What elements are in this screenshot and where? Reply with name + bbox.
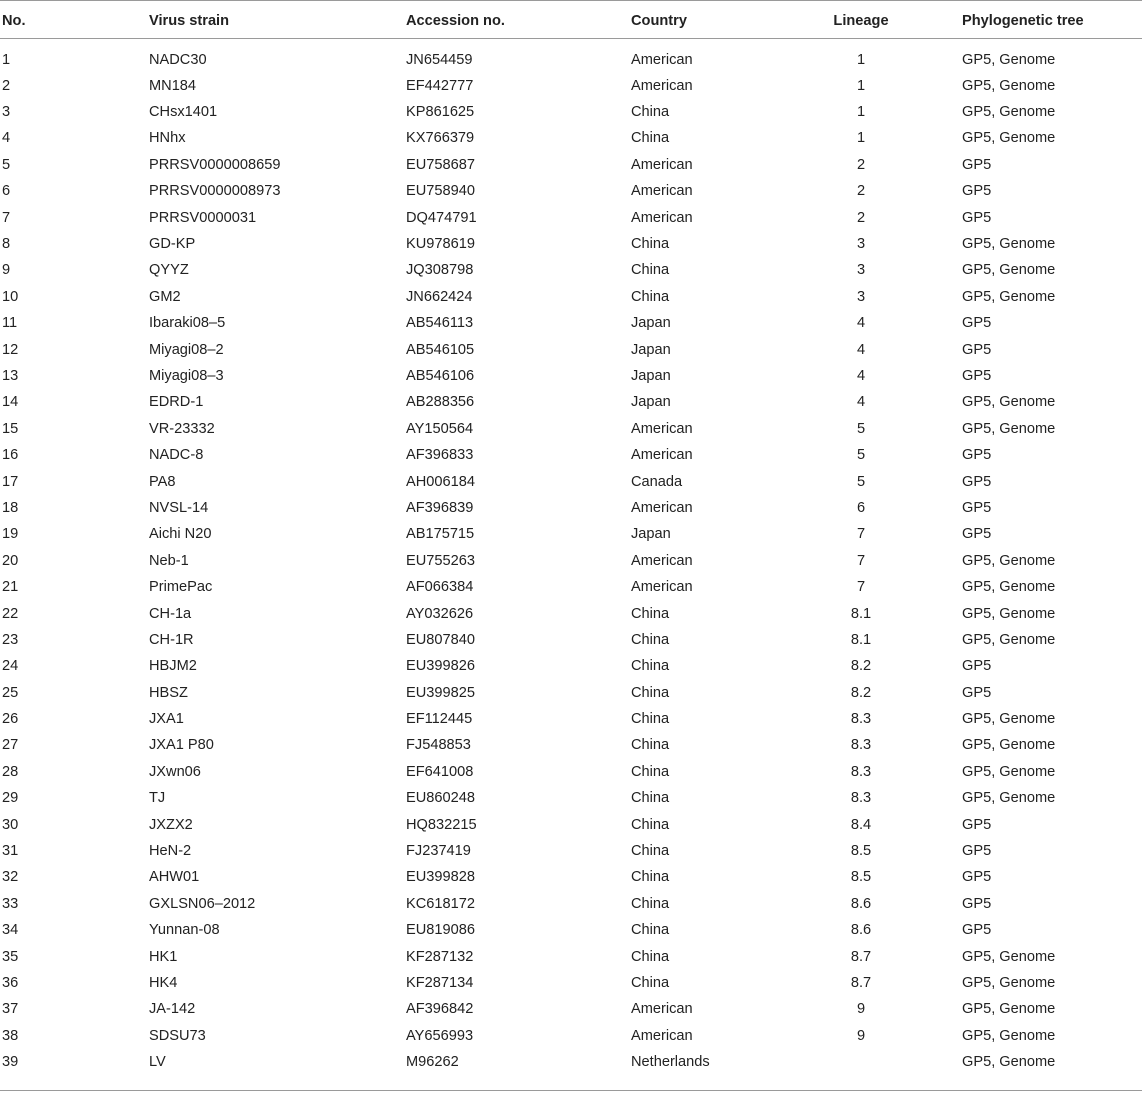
cell-no: 28 (2, 763, 19, 780)
cell-country: American (631, 1001, 693, 1018)
cell-lineage: 8.6 (850, 895, 872, 912)
cell-country: American (631, 447, 693, 464)
cell-country: Canada (631, 473, 683, 490)
cell-accession-no: EU399828 (406, 869, 475, 886)
cell-phylogenetic-tree: GP5 (962, 658, 992, 675)
cell-phylogenetic-tree: GP5, Genome (962, 51, 1056, 68)
cell-lineage: 8.6 (850, 922, 872, 939)
cell-country: China (631, 895, 670, 912)
cell-lineage: 1 (856, 130, 866, 147)
cell-accession-no: EU819086 (406, 922, 475, 939)
cell-phylogenetic-tree: GP5 (962, 895, 992, 912)
cell-no: 6 (2, 183, 11, 200)
cell-no: 24 (2, 658, 19, 675)
cell-accession-no: EF442777 (406, 77, 474, 94)
header-lineage: Lineage (833, 13, 889, 29)
table-row (0, 1049, 1142, 1075)
cell-accession-no: EU758687 (406, 156, 475, 173)
cell-lineage: 2 (856, 209, 866, 226)
cell-lineage (806, 1049, 916, 1075)
cell-phylogenetic-tree: GP5 (962, 209, 992, 226)
cell-virus-strain: AHW01 (149, 869, 200, 886)
table-row (0, 706, 1142, 732)
cell-accession-no: AF396842 (406, 1001, 474, 1018)
cell-phylogenetic-tree: GP5 (962, 473, 992, 490)
cell-country: China (631, 130, 670, 147)
table-row (0, 970, 1142, 996)
cell-phylogenetic-tree: GP5 (962, 367, 992, 384)
cell-no: 18 (2, 499, 19, 516)
cell-lineage: 3 (856, 236, 866, 253)
table-row (0, 943, 1142, 969)
table-row (0, 310, 1142, 336)
cell-country: American (631, 77, 693, 94)
cell-virus-strain: JXA1 (149, 711, 184, 728)
cell-virus-strain: PRRSV0000031 (149, 209, 257, 226)
cell-no: 33 (2, 895, 19, 912)
cell-lineage: 5 (856, 473, 866, 490)
cell-phylogenetic-tree: GP5 (962, 447, 992, 464)
cell-phylogenetic-tree: GP5 (962, 843, 992, 860)
cell-no: 26 (2, 711, 19, 728)
cell-virus-strain: JXZX2 (149, 816, 193, 833)
cell-phylogenetic-tree: GP5, Genome (962, 974, 1056, 991)
table-row (0, 389, 1142, 415)
cell-country: Japan (631, 394, 671, 411)
cell-lineage: 8.3 (850, 763, 872, 780)
header-accession-no: Accession no. (406, 13, 505, 29)
cell-country: Netherlands (631, 1054, 710, 1071)
cell-accession-no: EU399826 (406, 658, 475, 675)
cell-no: 2 (2, 77, 11, 94)
cell-virus-strain: CH-1R (149, 631, 194, 648)
cell-country: China (631, 816, 670, 833)
cell-virus-strain: GD-KP (149, 236, 196, 253)
cell-lineage: 8.3 (850, 711, 872, 728)
table-row (0, 99, 1142, 125)
cell-no: 9 (2, 262, 11, 279)
cell-lineage: 8.5 (850, 869, 872, 886)
cell-accession-no: KX766379 (406, 130, 475, 147)
cell-no: 32 (2, 869, 19, 886)
cell-virus-strain: VR-23332 (149, 420, 215, 437)
cell-virus-strain: PA8 (149, 473, 176, 490)
cell-accession-no: EF641008 (406, 763, 474, 780)
cell-lineage: 4 (856, 315, 866, 332)
cell-accession-no: JN654459 (406, 51, 473, 68)
table-row (0, 178, 1142, 204)
cell-country: China (631, 974, 670, 991)
cell-accession-no: AF396839 (406, 499, 474, 516)
cell-virus-strain: HK1 (149, 948, 178, 965)
cell-accession-no: AB175715 (406, 526, 475, 543)
cell-accession-no: EF112445 (406, 711, 473, 728)
cell-virus-strain: EDRD-1 (149, 394, 204, 411)
cell-phylogenetic-tree: GP5 (962, 816, 992, 833)
cell-country: China (631, 605, 670, 622)
table-row (0, 521, 1142, 547)
cell-accession-no: HQ832215 (406, 816, 477, 833)
cell-lineage: 8.7 (850, 948, 872, 965)
table-row (0, 917, 1142, 943)
table-row (0, 125, 1142, 151)
cell-country: China (631, 790, 670, 807)
table-row (0, 679, 1142, 705)
cell-virus-strain: PRRSV0000008659 (149, 156, 281, 173)
cell-phylogenetic-tree: GP5 (962, 156, 992, 173)
cell-no: 14 (2, 394, 19, 411)
cell-accession-no: EU807840 (406, 631, 475, 648)
cell-phylogenetic-tree: GP5, Genome (962, 790, 1056, 807)
cell-phylogenetic-tree: GP5, Genome (962, 262, 1056, 279)
cell-accession-no: KU978619 (406, 236, 475, 253)
table-row (0, 468, 1142, 494)
cell-phylogenetic-tree: GP5, Genome (962, 288, 1056, 305)
cell-no: 35 (2, 948, 19, 965)
table-row (0, 627, 1142, 653)
cell-accession-no: EU755263 (406, 552, 475, 569)
cell-phylogenetic-tree: GP5 (962, 183, 992, 200)
header-no: No. (2, 13, 26, 29)
cell-phylogenetic-tree: GP5, Genome (962, 77, 1056, 94)
cell-phylogenetic-tree: GP5, Genome (962, 420, 1056, 437)
cell-accession-no: FJ548853 (406, 737, 471, 754)
cell-accession-no: JN662424 (406, 288, 473, 305)
cell-country: Japan (631, 526, 671, 543)
cell-virus-strain: GM2 (149, 288, 181, 305)
cell-no: 27 (2, 737, 19, 754)
table-bottom-rule (0, 1090, 1142, 1091)
cell-no: 20 (2, 552, 19, 569)
table-row (0, 152, 1142, 178)
cell-phylogenetic-tree: GP5, Genome (962, 552, 1056, 569)
cell-accession-no: AY150564 (406, 420, 474, 437)
cell-country: American (631, 499, 693, 516)
cell-phylogenetic-tree: GP5, Genome (962, 631, 1056, 648)
cell-virus-strain: PRRSV0000008973 (149, 183, 281, 200)
table-row (0, 548, 1142, 574)
table-row (0, 1023, 1142, 1049)
cell-virus-strain: NADC-8 (149, 447, 204, 464)
cell-virus-strain: HK4 (149, 974, 178, 991)
cell-lineage: 8.1 (850, 631, 872, 648)
cell-country: China (631, 262, 670, 279)
cell-lineage: 8.3 (850, 790, 872, 807)
header-virus-strain: Virus strain (149, 13, 230, 29)
cell-no: 19 (2, 526, 19, 543)
cell-phylogenetic-tree: GP5, Genome (962, 1001, 1056, 1018)
cell-accession-no: AY656993 (406, 1027, 474, 1044)
cell-virus-strain: HeN-2 (149, 843, 192, 860)
cell-lineage: 8.2 (850, 684, 872, 701)
table-row (0, 891, 1142, 917)
cell-country: China (631, 631, 670, 648)
table-row (0, 838, 1142, 864)
cell-lineage: 8.1 (850, 605, 872, 622)
cell-accession-no: AB546105 (406, 341, 475, 358)
cell-no: 10 (2, 288, 19, 305)
cell-no: 38 (2, 1027, 19, 1044)
cell-accession-no: AB546113 (406, 315, 474, 332)
cell-phylogenetic-tree: GP5, Genome (962, 605, 1056, 622)
cell-no: 23 (2, 631, 19, 648)
cell-virus-strain: SDSU73 (149, 1027, 206, 1044)
cell-accession-no: AF066384 (406, 579, 474, 596)
table-row (0, 785, 1142, 811)
cell-country: Japan (631, 315, 671, 332)
cell-virus-strain: HBJM2 (149, 658, 197, 675)
cell-no: 25 (2, 684, 19, 701)
cell-virus-strain: Yunnan-08 (149, 922, 220, 939)
cell-virus-strain: CHsx1401 (149, 104, 218, 121)
cell-phylogenetic-tree: GP5, Genome (962, 130, 1056, 147)
cell-virus-strain: TJ (149, 790, 166, 807)
cell-no: 7 (2, 209, 11, 226)
cell-country: China (631, 948, 670, 965)
cell-country: China (631, 236, 670, 253)
cell-no: 16 (2, 447, 19, 464)
cell-lineage: 5 (856, 447, 866, 464)
cell-no: 30 (2, 816, 19, 833)
cell-country: China (631, 288, 670, 305)
cell-accession-no: M96262 (406, 1054, 459, 1071)
cell-virus-strain: Ibaraki08–5 (149, 315, 226, 332)
cell-virus-strain: JXA1 P80 (149, 737, 214, 754)
cell-phylogenetic-tree: GP5 (962, 499, 992, 516)
table-row (0, 811, 1142, 837)
cell-phylogenetic-tree: GP5, Genome (962, 711, 1056, 728)
table-row (0, 600, 1142, 626)
table-row (0, 759, 1142, 785)
cell-lineage: 1 (856, 104, 866, 121)
cell-accession-no: EU758940 (406, 183, 475, 200)
cell-lineage: 1 (856, 51, 866, 68)
cell-phylogenetic-tree: GP5 (962, 869, 992, 886)
cell-no: 11 (2, 315, 18, 332)
cell-no: 21 (2, 579, 19, 596)
cell-phylogenetic-tree: GP5, Genome (962, 948, 1056, 965)
cell-virus-strain: Miyagi08–2 (149, 341, 224, 358)
cell-no: 34 (2, 922, 19, 939)
cell-country: American (631, 183, 693, 200)
cell-virus-strain: PrimePac (149, 579, 213, 596)
cell-country: China (631, 737, 670, 754)
cell-virus-strain: LV (149, 1054, 166, 1071)
cell-lineage: 2 (856, 156, 866, 173)
cell-virus-strain: MN184 (149, 77, 197, 94)
cell-lineage: 4 (856, 394, 866, 411)
cell-phylogenetic-tree: GP5 (962, 922, 992, 939)
cell-accession-no: AB546106 (406, 367, 475, 384)
cell-phylogenetic-tree: GP5, Genome (962, 1027, 1056, 1044)
header-country: Country (631, 13, 687, 29)
cell-country: China (631, 763, 670, 780)
cell-accession-no: AY032626 (406, 605, 474, 622)
cell-accession-no: AF396833 (406, 447, 474, 464)
cell-lineage: 7 (856, 526, 866, 543)
cell-lineage: 8.4 (850, 816, 872, 833)
cell-country: American (631, 209, 693, 226)
cell-accession-no: DQ474791 (406, 209, 477, 226)
cell-phylogenetic-tree: GP5, Genome (962, 579, 1056, 596)
cell-no: 22 (2, 605, 19, 622)
table-row (0, 284, 1142, 310)
cell-accession-no: AB288356 (406, 394, 475, 411)
cell-no: 5 (2, 156, 11, 173)
cell-phylogenetic-tree: GP5 (962, 315, 992, 332)
cell-accession-no: KP861625 (406, 104, 475, 121)
cell-lineage: 4 (856, 341, 866, 358)
cell-virus-strain: NADC30 (149, 51, 207, 68)
cell-country: China (631, 869, 670, 886)
table-row (0, 231, 1142, 257)
cell-no: 1 (2, 51, 11, 68)
cell-no: 13 (2, 367, 19, 384)
cell-virus-strain: GXLSN06–2012 (149, 895, 256, 912)
cell-no: 17 (2, 473, 19, 490)
cell-country: China (631, 684, 670, 701)
cell-lineage: 8.5 (850, 843, 872, 860)
cell-no: 31 (2, 843, 19, 860)
cell-phylogenetic-tree: GP5, Genome (962, 394, 1056, 411)
cell-lineage: 1 (856, 77, 866, 94)
cell-country: China (631, 843, 670, 860)
cell-accession-no: JQ308798 (406, 262, 474, 279)
cell-lineage: 9 (856, 1027, 866, 1044)
cell-lineage: 8.3 (850, 737, 872, 754)
cell-virus-strain: Miyagi08–3 (149, 367, 224, 384)
cell-accession-no: KF287132 (406, 948, 474, 965)
cell-lineage: 6 (856, 499, 866, 516)
table-row (0, 996, 1142, 1022)
cell-no: 37 (2, 1001, 19, 1018)
cell-country: China (631, 658, 670, 675)
cell-lineage: 5 (856, 420, 866, 437)
cell-accession-no: KF287134 (406, 974, 474, 991)
table-row (0, 73, 1142, 99)
cell-no: 8 (2, 236, 11, 253)
table-row (0, 39, 1142, 73)
cell-country: Japan (631, 341, 671, 358)
table-row (0, 864, 1142, 890)
cell-phylogenetic-tree: GP5 (962, 341, 992, 358)
cell-virus-strain: CH-1a (149, 605, 192, 622)
table-row (0, 732, 1142, 758)
cell-phylogenetic-tree: GP5 (962, 684, 992, 701)
cell-accession-no: AH006184 (406, 473, 475, 490)
cell-no: 4 (2, 130, 11, 147)
table-row (0, 653, 1142, 679)
cell-virus-strain: JXwn06 (149, 763, 201, 780)
cell-phylogenetic-tree: GP5, Genome (962, 1054, 1056, 1071)
cell-lineage: 7 (856, 552, 866, 569)
cell-country: American (631, 579, 693, 596)
table-row (0, 363, 1142, 389)
cell-country: Japan (631, 367, 671, 384)
cell-accession-no: EU860248 (406, 790, 475, 807)
cell-lineage: 3 (856, 262, 866, 279)
cell-accession-no: FJ237419 (406, 843, 471, 860)
cell-lineage: 7 (856, 579, 866, 596)
cell-virus-strain: QYYZ (149, 262, 189, 279)
cell-no: 12 (2, 341, 19, 358)
cell-virus-strain: JA-142 (149, 1001, 196, 1018)
cell-country: American (631, 51, 693, 68)
cell-phylogenetic-tree: GP5 (962, 526, 992, 543)
cell-phylogenetic-tree: GP5, Genome (962, 104, 1056, 121)
cell-no: 39 (2, 1054, 19, 1071)
table-row (0, 204, 1142, 230)
cell-country: China (631, 711, 670, 728)
table-row (0, 416, 1142, 442)
cell-lineage: 8.7 (850, 974, 872, 991)
table-row (0, 336, 1142, 362)
cell-country: American (631, 156, 693, 173)
cell-country: American (631, 1027, 693, 1044)
cell-no: 36 (2, 974, 19, 991)
cell-virus-strain: HNhx (149, 130, 186, 147)
cell-country: China (631, 104, 670, 121)
cell-lineage: 8.2 (850, 658, 872, 675)
cell-accession-no: KC618172 (406, 895, 475, 912)
cell-lineage: 3 (856, 288, 866, 305)
table-header (0, 1, 1142, 39)
cell-virus-strain: HBSZ (149, 684, 188, 701)
table-row (0, 442, 1142, 468)
header-phylogenetic-tree: Phylogenetic tree (962, 13, 1084, 29)
cell-no: 15 (2, 420, 19, 437)
cell-country: China (631, 922, 670, 939)
cell-country: American (631, 552, 693, 569)
cell-country: American (631, 420, 693, 437)
table-body (0, 39, 1142, 1076)
cell-lineage: 9 (856, 1001, 866, 1018)
cell-virus-strain: Aichi N20 (149, 526, 212, 543)
table-row (0, 257, 1142, 283)
table-row (0, 574, 1142, 600)
cell-no: 29 (2, 790, 19, 807)
cell-virus-strain: NVSL-14 (149, 499, 209, 516)
cell-phylogenetic-tree: GP5, Genome (962, 236, 1056, 253)
cell-virus-strain: Neb-1 (149, 552, 189, 569)
cell-no: 3 (2, 104, 11, 121)
cell-phylogenetic-tree: GP5, Genome (962, 763, 1056, 780)
cell-accession-no: EU399825 (406, 684, 475, 701)
cell-phylogenetic-tree: GP5, Genome (962, 737, 1056, 754)
header-row (0, 1, 1142, 39)
table-row (0, 495, 1142, 521)
cell-lineage: 4 (856, 367, 866, 384)
cell-lineage: 2 (856, 183, 866, 200)
